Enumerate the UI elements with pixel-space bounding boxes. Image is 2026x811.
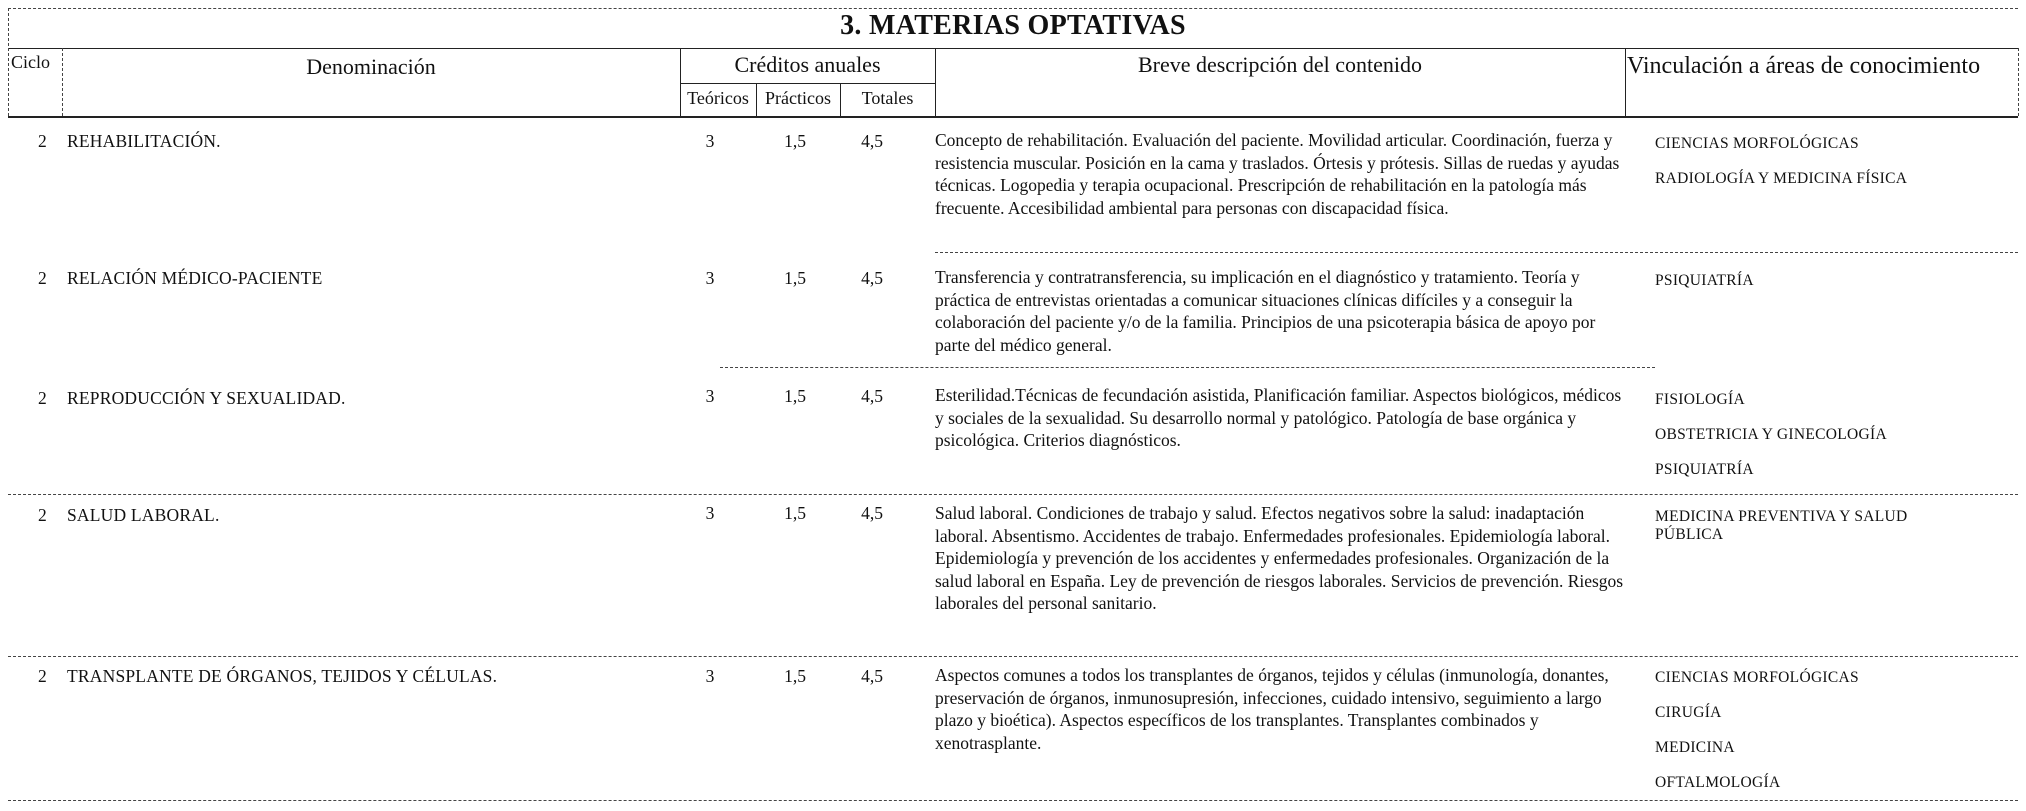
header-creditos: Créditos anuales xyxy=(734,52,881,77)
area-item: PSIQUIATRÍA xyxy=(1655,272,1754,289)
area-item: CIENCIAS MORFOLÓGICAS xyxy=(1655,135,1859,152)
row-practicos: 1,5 xyxy=(784,503,806,523)
row-separator xyxy=(8,494,2018,495)
row-separator xyxy=(720,367,1655,368)
row-descripcion: Salud laboral. Condiciones de trabajo y salud. Efectos negativos sobre la salud: inadaptación laboral. Absentismo. Accidentes de trabajo. Enfermedades profesionales. Epidemiología laboral. Epidemiología y prevención de los accidentes y enfermedades profesionales. Organización de la salud laboral en España. Ley de prevención de riesgos laborales. Servicios de prevención. Riesgos laborales del personal sanitario. xyxy=(935,503,1624,613)
row-descripcion: Transferencia y contratransferencia, su implicación en el diagnóstico y tratamiento. Teoría y práctica de entrevistas orientadas a comunicar situaciones clínicas difíciles y a conseguir la colaboración del paciente y/o de la familia. Principios de una psicoterapia básica de apoyo por parte del médico general. xyxy=(935,267,1596,355)
row-practicos: 1,5 xyxy=(784,131,806,151)
area-item: RADIOLOGÍA Y MEDICINA FÍSICA xyxy=(1655,170,1908,187)
area-item: PSIQUIATRÍA xyxy=(1655,461,1754,478)
row-denominacion: REHABILITACIÓN. xyxy=(67,131,221,151)
row-ciclo: 2 xyxy=(38,131,47,151)
area-item: OBSTETRICIA Y GINECOLOGÍA xyxy=(1655,426,1887,443)
area-item: CIENCIAS MORFOLÓGICAS xyxy=(1655,669,1859,686)
descripcion-divider xyxy=(1625,48,1626,116)
header-descripcion: Breve descripción del contenido xyxy=(1137,52,1423,77)
row-denominacion: RELACIÓN MÉDICO-PACIENTE xyxy=(67,268,323,288)
row-denominacion: SALUD LABORAL. xyxy=(67,505,220,525)
row-separator xyxy=(8,656,2018,657)
header-ciclo: Ciclo xyxy=(11,52,50,72)
area-item: MEDICINA xyxy=(1655,739,1735,756)
row-teoricos: 3 xyxy=(705,386,715,406)
header-teoricos: Teóricos xyxy=(687,88,749,108)
row-ciclo: 2 xyxy=(38,505,47,525)
row-areas xyxy=(1655,134,1907,204)
row-areas xyxy=(1655,508,1975,544)
row-areas xyxy=(1655,271,1754,306)
row-areas xyxy=(1655,390,1887,495)
row-ciclo: 2 xyxy=(38,666,47,686)
row-denominacion: REPRODUCCIÓN Y SEXUALIDAD. xyxy=(67,388,346,408)
row-totales: 4,5 xyxy=(861,666,883,686)
left-border xyxy=(8,8,9,116)
top-border xyxy=(8,8,2018,9)
header-vinculacion: Vinculación a áreas de conocimiento xyxy=(1627,53,1981,79)
row-totales: 4,5 xyxy=(861,386,883,406)
row-areas xyxy=(1655,668,1859,808)
row-descripcion: Concepto de rehabilitación. Evaluación del paciente. Movilidad articular. Coordinación, fuerza y resistencia muscular. Posición en la cama y traslados. Órtesis y prótesis. Sillas de ruedas y ayudas técnicas. Logopedia y terapia ocupacional. Prescripción de rehabilitación en la patología más frecuente. Accesibilidad ambiental para personas con discapacidad física. xyxy=(935,130,1620,218)
title-bottom-rule xyxy=(8,48,2018,49)
row-descripcion: Esterilidad.Técnicas de fecundación asistida, Planificación familiar. Aspectos biológicos, médicos y sociales de la sexualidad. Su desarrollo normal y patológico. Patología de base orgánica y psicológica. Criterios diagnósticos. xyxy=(935,385,1622,450)
row-ciclo: 2 xyxy=(38,268,47,288)
row-teoricos: 3 xyxy=(705,503,715,523)
right-border xyxy=(2018,48,2019,116)
row-teoricos: 3 xyxy=(705,666,715,686)
area-item: OFTALMOLOGÍA xyxy=(1655,774,1781,791)
area-item: FISIOLOGÍA xyxy=(1655,391,1745,408)
section-title: 3. MATERIAS OPTATIVAS xyxy=(840,10,1186,41)
row-practicos: 1,5 xyxy=(784,268,806,288)
area-item: CIRUGÍA xyxy=(1655,704,1722,721)
row-totales: 4,5 xyxy=(861,268,883,288)
row-totales: 4,5 xyxy=(861,503,883,523)
header-bottom-rule xyxy=(8,116,2018,118)
area-item: MEDICINA PREVENTIVA Y SALUD PÚBLICA xyxy=(1655,508,1908,543)
table-bottom-rule xyxy=(8,800,2018,801)
row-separator xyxy=(935,252,2018,253)
row-teoricos: 3 xyxy=(705,131,715,151)
header-totales: Totales xyxy=(861,88,914,108)
row-teoricos: 3 xyxy=(705,268,715,288)
creditos-subrule xyxy=(680,83,935,84)
row-ciclo: 2 xyxy=(38,388,47,408)
row-practicos: 1,5 xyxy=(784,386,806,406)
row-totales: 4,5 xyxy=(861,131,883,151)
row-denominacion: TRANSPLANTE DE ÓRGANOS, TEJIDOS Y CÉLULAS. xyxy=(67,666,498,686)
header-denominacion: Denominación xyxy=(306,54,436,79)
row-practicos: 1,5 xyxy=(784,666,806,686)
header-practicos: Prácticos xyxy=(765,88,831,108)
row-descripcion: Aspectos comunes a todos los transplantes de órganos, tejidos y células (inmunología, donantes, preservación de órganos, inmunosupresión, infecciones, cuidado intensivo, seguimiento a largo plazo y bioética). Aspectos específicos de los transplantes. Transplantes combinados y xenotrasplante. xyxy=(935,665,1609,753)
